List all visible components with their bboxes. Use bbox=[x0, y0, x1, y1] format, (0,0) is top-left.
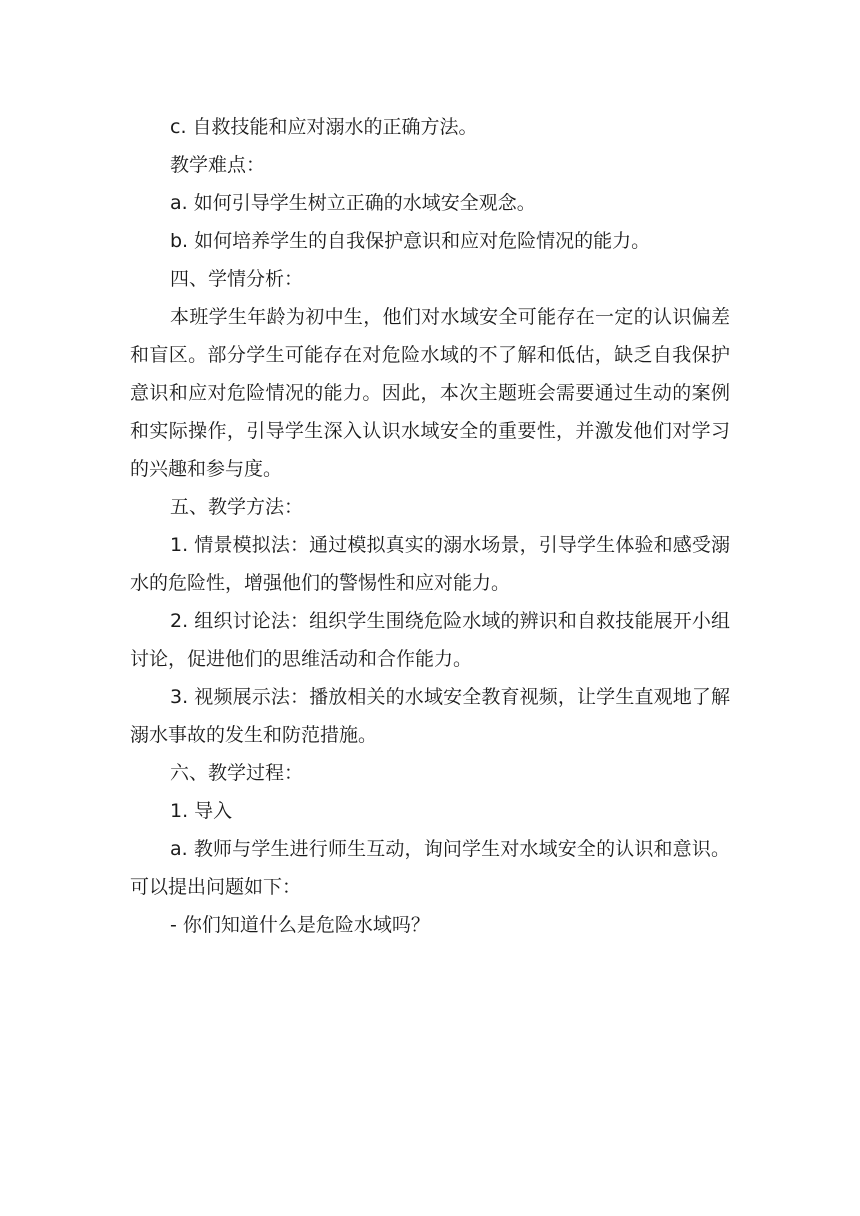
process-step-1: 1. 导入 bbox=[170, 800, 233, 822]
difficulty-heading: 教学难点： bbox=[170, 154, 266, 176]
difficulty-a: a. 如何引导学生树立正确的水域安全观念。 bbox=[170, 192, 536, 214]
learner-analysis-paragraph: 本班学生年龄为初中生，他们对水域安全可能存在一定的认识偏差和盲区。部分学生可能存在对危险水域的不了解和低估，缺乏自我保护意识和应对危险情况的能力。因此，本次主题班会需要通过生动的案例和实际操作，引导学生深入认识水域安全的重要性，并激发他们对学习的兴趣和参与度。 bbox=[130, 306, 730, 480]
section-6-heading: 六、教学过程： bbox=[170, 762, 304, 784]
section-5-heading: 五、教学方法： bbox=[170, 496, 304, 518]
section-4-heading: 四、学情分析： bbox=[170, 268, 304, 290]
key-point-c: c. 自救技能和应对溺水的正确方法。 bbox=[170, 116, 478, 138]
process-step-1a: a. 教师与学生进行师生互动，询问学生对水域安全的认识和意识。可以提出问题如下： bbox=[130, 838, 730, 898]
question-item: - 你们知道什么是危险水域吗？ bbox=[170, 914, 430, 936]
method-1: 1. 情景模拟法：通过模拟真实的溺水场景，引导学生体验和感受溺水的危险性，增强他们的警惕性和应对能力。 bbox=[130, 534, 730, 594]
method-3: 3. 视频展示法：播放相关的水域安全教育视频，让学生直观地了解溺水事故的发生和防范措施。 bbox=[130, 686, 730, 746]
document-body bbox=[130, 108, 730, 944]
method-2: 2. 组织讨论法：组织学生围绕危险水域的辨识和自救技能展开小组讨论，促进他们的思维活动和合作能力。 bbox=[130, 610, 730, 670]
difficulty-b: b. 如何培养学生的自我保护意识和应对危险情况的能力。 bbox=[170, 230, 651, 252]
